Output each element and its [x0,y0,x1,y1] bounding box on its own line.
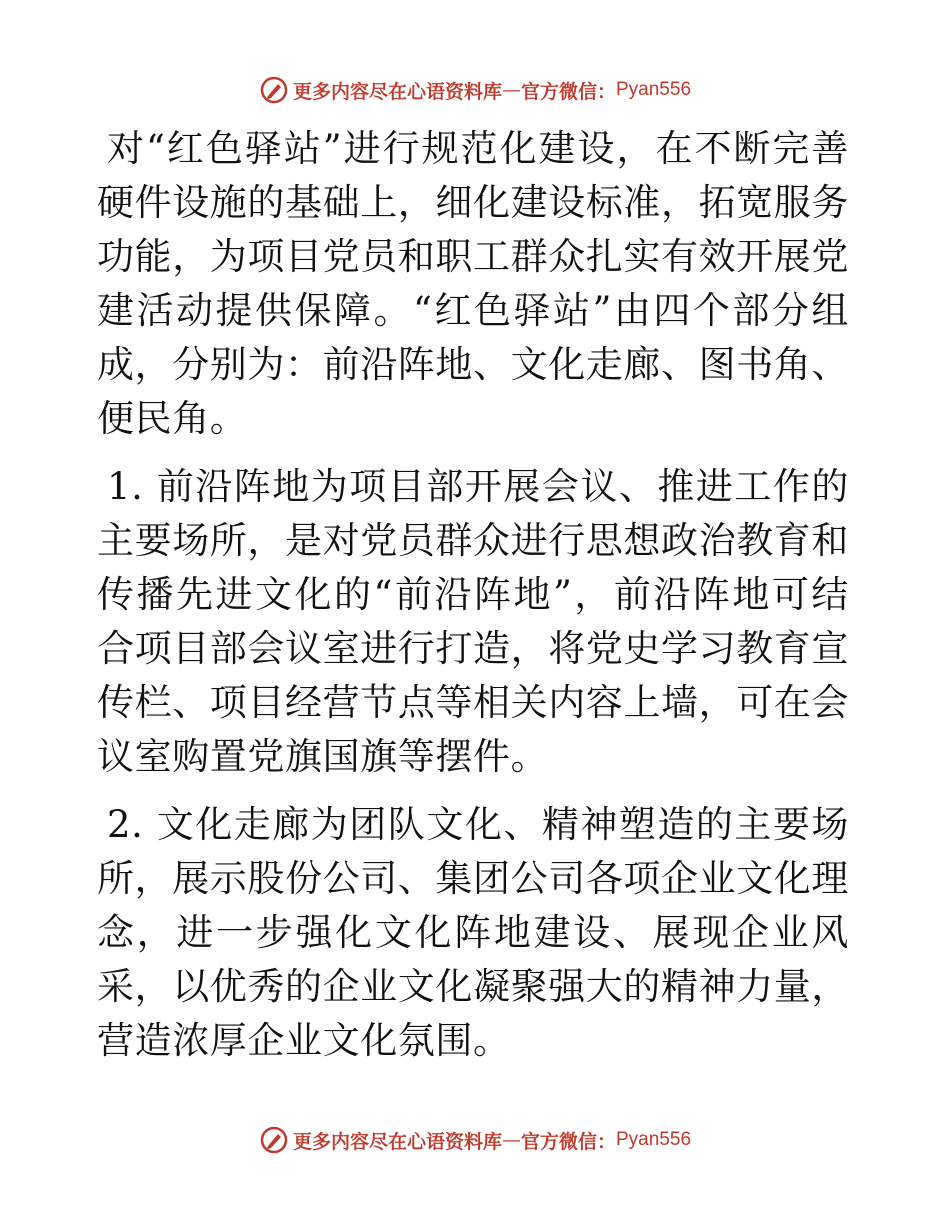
footer-contact-id: Pyan556 [616,1129,692,1150]
footer-watermark [0,1120,950,1160]
header-brand-text: 更多内容尽在心语资料库 [292,80,502,103]
footer-brand-text: 更多内容尽在心语资料库 [292,1130,502,1153]
header-contact-id: Pyan556 [616,79,692,100]
brand-logo-icon [259,75,289,105]
header-watermark [0,70,950,110]
paragraph-frontline: 1. 前沿阵地为项目部开展会议、推进工作的主要场所，是对党员群众进行思想政治教育和传播先进文化的“前沿阵地”，前沿阵地可结合项目部会议室进行打造，将党史学习教育宣传栏、项目经营节点等相关内容上墙，可在会议室购置党旗国旗等摆件。 [97,465,849,778]
paragraph-culture-corridor: 2. 文化走廊为团队文化、精神塑造的主要场所，展示股份公司、集团公司各项企业文化理念，进一步强化文化阵地建设、展现企业风采，以优秀的企业文化凝聚强大的精神力量，营造浓厚企业文化氛围。 [97,803,849,1062]
footer-contact-label: 官方微信： [520,1130,616,1153]
header-separator: — [501,79,521,101]
brand-logo-icon [259,1125,289,1155]
document-body [97,122,849,1082]
header-contact-label: 官方微信： [520,80,616,103]
paragraph-intro: 对“红色驿站”进行规范化建设，在不断完善硬件设施的基础上，细化建设标准，拓宽服务功能，为项目党员和职工群众扎实有效开展党建活动提供保障。“红色驿站”由四个部分组成，分别为：前沿阵地、文化走廊、图书角、便民角。 [97,127,849,440]
footer-separator: — [501,1129,521,1151]
